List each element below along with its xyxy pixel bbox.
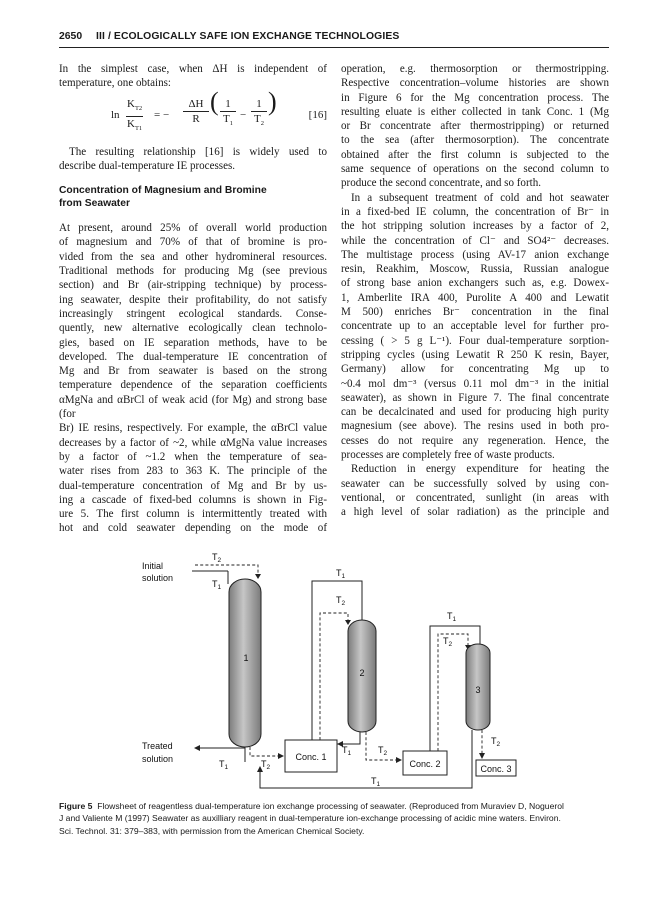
conc-1-label: Conc. 1 — [295, 752, 327, 762]
text-line: M 500) enriches Br⁻ concentration in the final — [341, 306, 609, 319]
column-2-number: 2 — [359, 668, 365, 678]
body-paragraph — [59, 221, 327, 536]
eq-k-ratio — [126, 97, 143, 137]
text-line: of magnesium and 70% of that of bromine is pro- — [59, 236, 327, 249]
text-line: The multistage process (using AV-17 anion exchange — [341, 248, 609, 261]
text-line: ing a cascade of fixed-bed columns is shown in Fig- — [59, 493, 327, 506]
conc-2-label: Conc. 2 — [409, 759, 441, 769]
text-line: In the simplest case, when ΔH is independent of — [59, 63, 327, 75]
text-line: cesses do not require any regeneration. Hence, the — [341, 434, 609, 447]
running-title: III / ECOLOGICALLY SAFE ION EXCHANGE TECHNOLOGIES — [96, 31, 400, 42]
text-line: seawater can be successfully solved by using con- — [341, 477, 609, 490]
text-line: describe dual-temperature IE processes. — [59, 159, 236, 172]
text-line: obtained after the first column is subjected to the — [341, 148, 609, 161]
text-line: dual-temperature concentration of Mg and Br by us- — [59, 479, 327, 492]
section-heading — [59, 185, 327, 210]
heading-line: from Seawater — [59, 197, 130, 209]
arrowhead-icon — [345, 620, 351, 625]
eq-one-b: 1 — [251, 97, 267, 112]
text-line: water rises from 283 to 363 K. The principle of the — [59, 465, 327, 478]
eq-inv-t2 — [251, 97, 267, 132]
caption-text: Flowsheet of reagentless dual-temperature ion exchange processing of seawater. (Reproduced from Muraviev D, Noguerol — [97, 801, 564, 811]
text-line: a high level of solar radiation) as the principle and — [341, 506, 609, 519]
text-line: to the sea (after thermosorption). The concentrate — [341, 134, 609, 147]
t2-label: $T_2$ — [443, 636, 453, 648]
text-line: ing seawater, despite their profitability, do not satisfy — [59, 293, 327, 306]
conc2-up-t2 — [438, 634, 468, 751]
text-line: developed. The dual-temperature IE concentration of — [59, 350, 327, 363]
text-line: operation, e.g. thermosorption or thermostripping. — [341, 63, 609, 75]
t1-label: $T_1$ — [219, 759, 229, 771]
text-line: 1, Amberlite IRA 400, Purolite A 400 and Lewatit — [341, 291, 609, 304]
arrowhead-icon — [194, 745, 200, 751]
text-line: Mg and Br from seawater is based on the strong — [59, 365, 327, 378]
text-line: αMgNa and αBrCl of weak acid (for Mg) and strong base (for — [59, 393, 327, 421]
eq-ln: ln — [111, 108, 120, 121]
column-1 — [229, 579, 261, 747]
heading-line: Concentration of Magnesium and Bromine — [59, 185, 267, 197]
initial-solution-label-1: Initial — [142, 561, 164, 571]
text-line: while the concentration of Cl⁻ and SO4²⁻ decreases. — [341, 234, 609, 247]
text-line: magnesium (see above). The resins used in both pro- — [341, 420, 609, 433]
text-line: resulting eluate is either collected in tank Conc. 1 (Mg — [341, 105, 609, 118]
column-3-number: 3 — [475, 685, 481, 695]
t2-label: $T_2$ — [491, 736, 501, 748]
eq-dh-ratio — [183, 97, 209, 127]
col2-back-to-conc1 — [341, 732, 360, 744]
text-line: Respective concentration–volume histories are shown — [341, 77, 609, 90]
eq-k-den-sub: T1 — [134, 125, 143, 133]
right-column — [341, 62, 609, 520]
eq-r: R — [192, 112, 200, 125]
header-rule — [59, 47, 609, 48]
eq-k-num-sub: T2 — [134, 104, 143, 112]
caption-line: J and Valiente M (1997) Seawater as auxilliary reagent in dual-temperature ion-exchange processing of acidic mine waters. Environ. — [59, 813, 561, 824]
text-line: At present, around 25% of overall world production — [59, 222, 327, 235]
feed-line-t2 — [195, 565, 258, 574]
flowsheet-figure — [140, 548, 520, 794]
caption-line — [59, 800, 611, 812]
t1-label: $T_1$ — [447, 611, 457, 623]
text-line: vided from the sea and other hydromineral resources. — [59, 250, 327, 263]
t1-label: $T_1$ — [336, 568, 346, 580]
eq-t1: T — [223, 112, 230, 125]
text-line: can be decalcinated and used for producing high purity — [341, 406, 609, 419]
text-line: section) and Br (air-stripping technique) by process- — [59, 279, 327, 292]
text-line: temperature dependence of the separation coefficients — [59, 379, 327, 392]
page-number: 2650 — [59, 31, 83, 42]
eq-one-a: 1 — [220, 97, 236, 112]
text-line: of strong base anion exchangers such as, e.g. Dowex- — [341, 277, 609, 290]
eq-k-num: K — [127, 97, 135, 110]
arrowhead-icon — [396, 757, 402, 763]
text-line: or Br concentrate after thermostripping) or returned — [341, 120, 609, 133]
paragraph-treatment — [341, 191, 609, 463]
col1-to-conc1-dash — [250, 747, 278, 756]
eq-dh: ΔH — [183, 97, 209, 112]
text-line: Br) IE resins, respectively. For example, the αBrCl value — [59, 422, 327, 435]
text-line: processes are completely free of waste products. — [341, 449, 555, 462]
text-line: seawater), as shown in Figure 7. The final concentrate — [341, 391, 609, 404]
text-line: Reduction in energy expenditure for heating the — [351, 463, 609, 476]
running-header — [59, 31, 609, 47]
text-line: increasingly stringent ecological standards. Conse- — [59, 307, 327, 320]
caption-label: Figure 5 — [59, 801, 93, 811]
eq-t1-sub: 1 — [229, 120, 233, 128]
t1-label: $T_1$ — [371, 776, 381, 788]
text-line: ventional, or concentrated, sunlight (in areas with — [341, 491, 609, 504]
text-line: temperature, one obtains: — [59, 77, 171, 90]
initial-solution-label-2: solution — [142, 573, 174, 583]
text-line: ~0.4 mol dm⁻³ (versus 0.11 mol dm⁻³ in the initial — [341, 377, 609, 390]
arrowhead-icon — [479, 753, 485, 759]
text-line: in a fixed-bed IE column, the concentration of Br⁻ in — [341, 205, 609, 218]
text-line: ure 5. The first column is intermittently treated with — [59, 508, 327, 521]
eq-number: [16] — [308, 108, 327, 121]
text-line: produce the second concentrate, and so forth. — [341, 177, 541, 190]
text-line: Germany) allow for concentrating Mg up to — [341, 363, 609, 376]
equation-16 — [59, 86, 327, 139]
arrowhead-icon — [278, 753, 284, 759]
text-line: Traditional methods for producing Mg (see previous — [59, 265, 327, 278]
text-line: the hot stripping solution increases by a factor of 2, — [341, 220, 609, 233]
paragraph-energy — [341, 462, 609, 519]
arrowhead-icon — [255, 574, 261, 579]
eq-right-paren: ) — [268, 86, 277, 116]
text-line: hot and cold seawater depending on the mode of — [59, 522, 327, 535]
eq-t2: T — [254, 112, 261, 125]
t2-label: $T_2$ — [336, 595, 346, 607]
eq-minus: − — [240, 108, 247, 121]
text-line: resin, Reakhim, Moscow, Russia, Russian analogue — [341, 263, 609, 276]
eq-equals: = − — [154, 108, 170, 121]
text-line: in Figure 6 for the Mg concentration process. The — [341, 91, 609, 104]
text-line: quently, new alternative ecologically clean technolo- — [59, 322, 327, 335]
text-line: The resulting relationship [16] is widely used to — [69, 145, 327, 158]
after-equation-paragraph — [59, 145, 327, 174]
column-1-number: 1 — [243, 653, 249, 663]
conc-3-label: Conc. 3 — [480, 764, 512, 774]
text-line: concentrate up to an acceptable level for further pro- — [341, 320, 609, 333]
eq-inv-t1 — [220, 97, 236, 132]
eq-k-den: K — [127, 118, 135, 131]
t2-label: $T_2$ — [212, 552, 222, 564]
treated-solution-label-2: solution — [142, 754, 174, 764]
paragraph-operation — [341, 62, 609, 191]
caption-line: Sci. Technol. 31: 379–383, with permission from the American Chemical Society. — [59, 825, 365, 836]
conc1-up-t2 — [320, 613, 348, 740]
text-line: gies, based on IE separation methods, have to be — [59, 336, 327, 349]
t1-label: $T_1$ — [212, 579, 222, 591]
text-line: by a factor of ~1.2 when the temperature of sea- — [59, 450, 327, 463]
t2-label: $T_2$ — [261, 759, 271, 771]
text-line: same sequence of operations on the second column to — [341, 163, 609, 176]
t1-label: $T_1$ — [342, 745, 352, 757]
t2-label: $T_2$ — [378, 745, 388, 757]
intro-paragraph — [59, 62, 327, 91]
left-column — [59, 62, 327, 536]
text-line: In a subsequent treatment of cold and hot seawater — [351, 191, 609, 204]
eq-left-paren: ( — [210, 86, 219, 116]
text-line: cessing ( > 5 g L⁻¹). Four dual-temperature sorption- — [341, 334, 609, 347]
eq-t2-sub: 2 — [260, 120, 264, 128]
treated-solution-label-1: Treated — [142, 741, 173, 751]
text-line: stripping cycles (using Lewatit R 250 K resin, Bayer, — [341, 348, 609, 361]
text-line: decreases by a factor of ~2, while αMgNa value increases — [59, 436, 327, 449]
figure-caption — [59, 800, 611, 837]
